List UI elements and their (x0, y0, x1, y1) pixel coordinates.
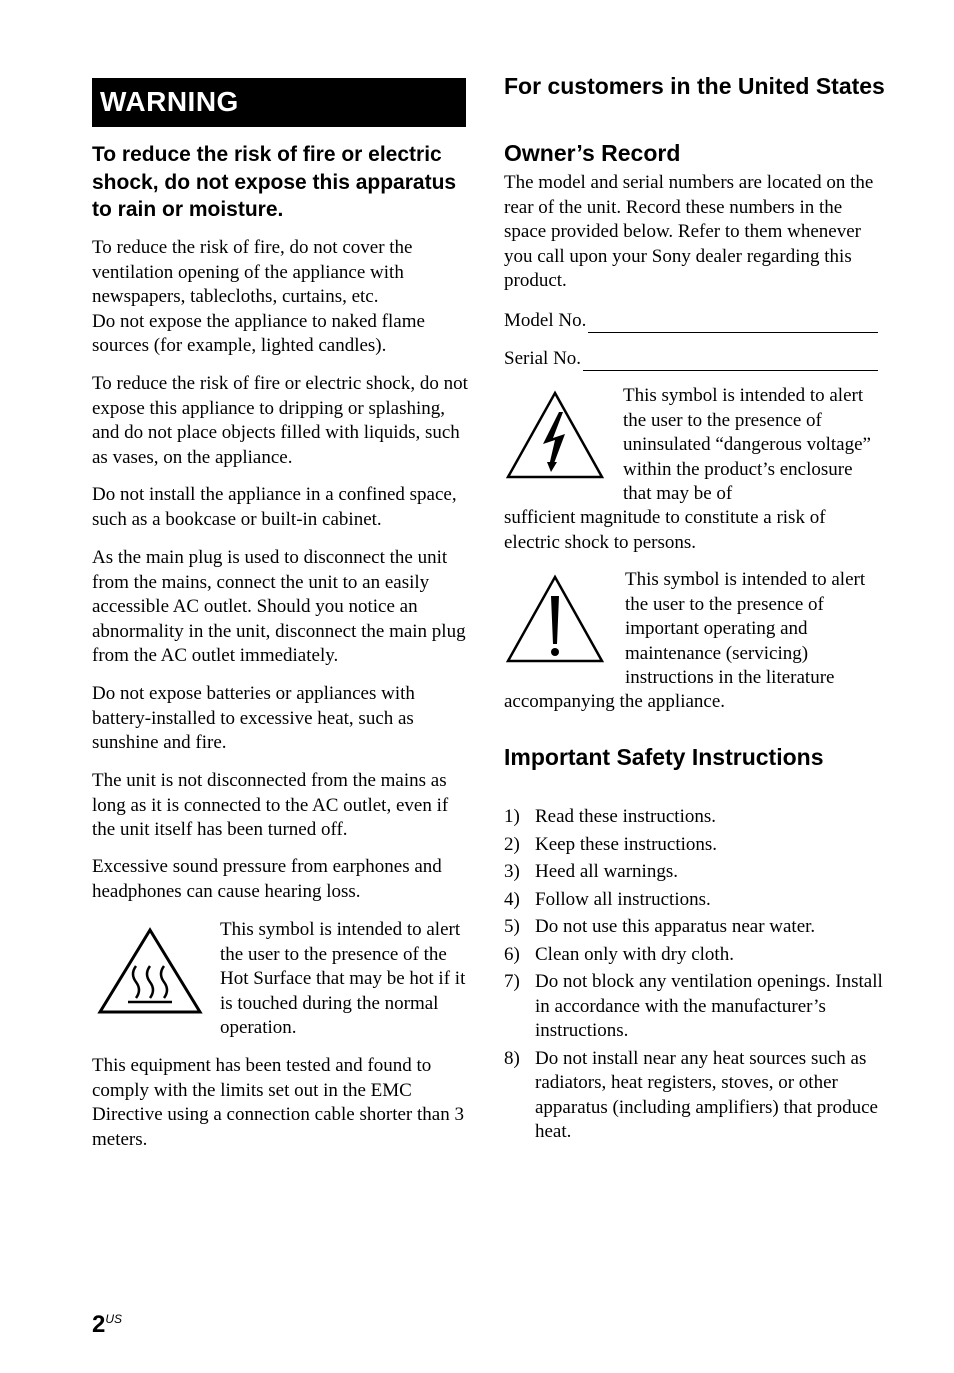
model-number-label: Model No. (504, 309, 587, 331)
list-item: 1) Read these instructions. (504, 806, 716, 827)
list-item: 5) Do not use this apparatus near water. (504, 916, 816, 937)
paragraph-emc: This equipment has been tested and found to comply with the limits set out in the EMC Directive using a connection cable shorter than 3 meters. (92, 1055, 464, 1150)
hot-surface-text: This symbol is intended to alert the user to the presence of the Hot Surface that may be hot if it is touched during the normal operation. (220, 919, 466, 1038)
paragraph-batteries: Do not expose batteries or appliances with battery-installed to excessive heat, such as sunshine and fire. (92, 683, 415, 753)
list-item: 6) Clean only with dry cloth. (504, 943, 734, 965)
serial-number-label: Serial No. (504, 347, 582, 369)
paragraph-confined-space: Do not install the appliance in a confined space, such as a bookcase or built-in cabinet. (92, 484, 457, 530)
lightning-bolt-icon (505, 390, 605, 480)
owners-record-heading: Owner’s Record (504, 140, 681, 166)
paragraph-dripping: To reduce the risk of fire or electric shock, do not expose this appliance to dripping or splashing, and do not place objects filled with liquids, such as vases, on the appliance. (92, 373, 468, 468)
list-item: 2) Keep these instructions. (504, 833, 718, 855)
paragraph-disconnect: The unit is not disconnected from the mains as long as it is connected to the AC outlet, even if the unit itself has been turned off. (92, 770, 449, 840)
voltage-text-wrap: This symbol is intended to alert the user to the presence of uninsulated “dangerous voltage” within the product’s enclosure that may be of (623, 385, 871, 504)
model-number-blank[interactable] (588, 314, 878, 333)
us-customers-heading: For customers in the United States (504, 73, 885, 99)
lead-heading: To reduce the risk of fire or electric shock, do not expose this apparatus to rain or moisture. (92, 143, 457, 221)
list-item: 8) Do not install near any heat sources such as radiators, heat registers, stoves, or other apparatus (including amplifiers) that produce heat. (504, 1047, 878, 1142)
model-number-row (504, 309, 878, 333)
owners-record-text: The model and serial numbers are located on the rear of the unit. Record these numbers in the space provided below. Refer to them whenever you call upon your Sony dealer regarding this product. (504, 172, 874, 291)
voltage-text-continued: sufficient magnitude to constitute a risk of electric shock to persons. (504, 507, 826, 553)
warning-banner (92, 78, 466, 127)
caution-text-wrap: This symbol is intended to alert the user to the presence of important operating and maintenance (servicing) instructions in the literature (625, 569, 866, 688)
hot-surface-icon (96, 926, 204, 1016)
page-region-suffix: US (105, 1312, 123, 1326)
caution-text-continued: accompanying the appliance. (504, 691, 726, 712)
page-number: $2^{US}$ (92, 1311, 123, 1338)
serial-number-blank[interactable] (583, 352, 878, 371)
paragraph-main-plug: As the main plug is used to disconnect the unit from the mains, connect the unit to an easily accessible AC outlet. Should you notice an abnormality in the unit, disconnect the main plug from the AC outlet immediately. (92, 547, 466, 666)
paragraph-ventilation: To reduce the risk of fire, do not cover the ventilation opening of the appliance with newspapers, tablecloths, curtains, etc. Do not expose the appliance to naked flame sources (for example, lighted candles). (92, 237, 425, 356)
paragraph-hearing-loss: Excessive sound pressure from earphones and headphones can cause hearing loss. (92, 856, 442, 902)
warning-title: WARNING (100, 86, 239, 117)
safety-instruction-list (504, 805, 884, 1148)
serial-number-row (504, 347, 878, 371)
exclamation-warning-icon (505, 574, 605, 664)
list-item: 4) Follow all instructions. (504, 888, 711, 910)
safety-instructions-heading: Important Safety Instructions (504, 744, 824, 770)
list-item: 3) Heed all warnings. (504, 861, 678, 882)
list-item: 7) Do not block any ventilation openings. Install in accordance with the manufacturer’s instructions. (504, 971, 883, 1041)
